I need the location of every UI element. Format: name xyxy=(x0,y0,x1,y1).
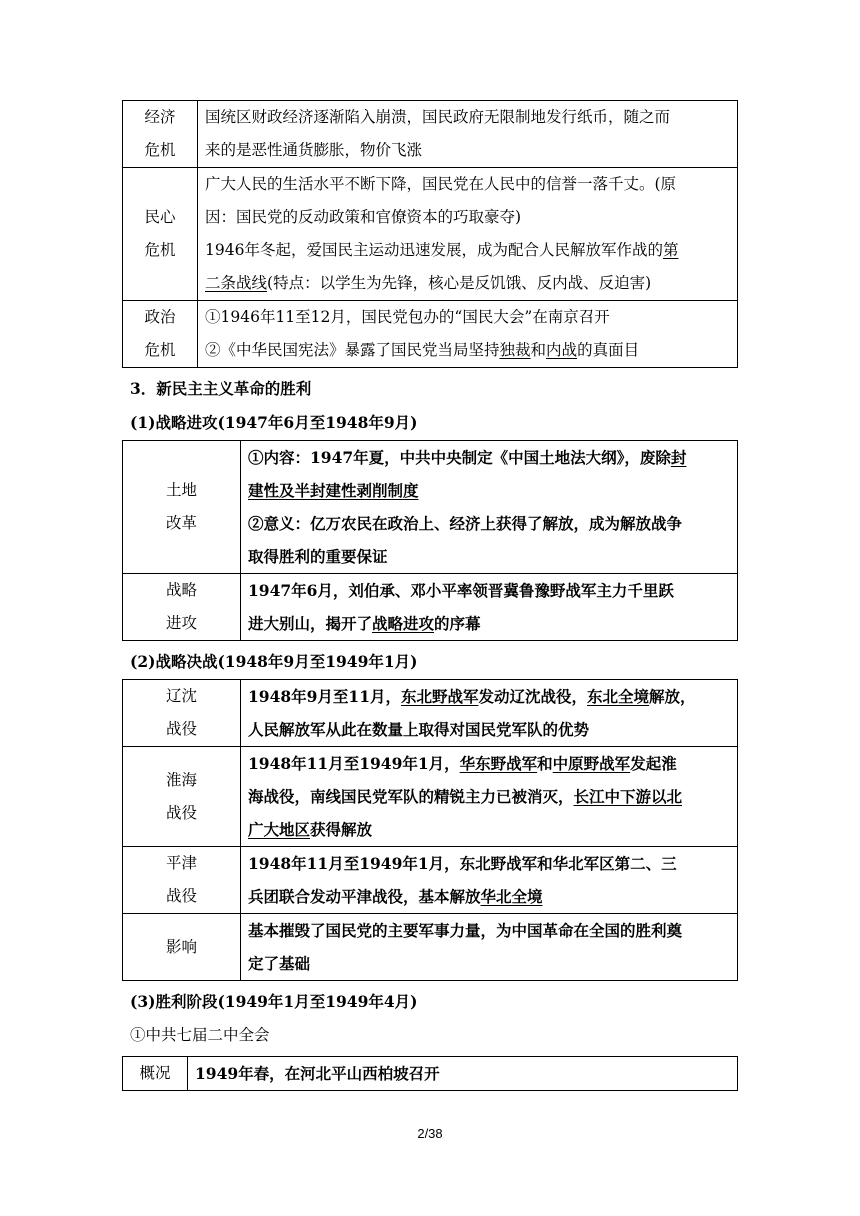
row-content xyxy=(241,847,738,914)
table-row xyxy=(123,301,738,368)
text-segment: 发动辽沈战役， xyxy=(478,687,588,706)
underlined-term: 独裁 xyxy=(499,341,531,359)
text-segment: 1949年春，在河北平山西柏坡召开 xyxy=(195,1064,440,1083)
text-segment: 来的是恶性通货膨胀，物价飞涨 xyxy=(205,141,423,159)
section-heading-3: 3．新民主主义革命的胜利 xyxy=(130,379,312,398)
session-table xyxy=(122,1056,738,1091)
underlined-term: 华东野战军 xyxy=(459,754,538,773)
text-segment: 1948年11月至1949年1月，东北野战军和华北军区第二、三 xyxy=(248,854,677,873)
subheading-second-plenum: ①中共七届二中全会 xyxy=(130,1026,270,1044)
underlined-term: 华北全境 xyxy=(480,887,543,906)
content-line xyxy=(205,267,733,300)
table-row xyxy=(123,747,738,847)
row-label-line: 战役 xyxy=(165,720,197,738)
row-label-line: 危机 xyxy=(144,241,176,259)
content-line xyxy=(248,607,733,640)
text-segment: 人民解放军从此在数量上取得对国民党军队的优势 xyxy=(248,720,590,739)
content-line xyxy=(205,334,733,367)
content-line xyxy=(248,474,733,507)
content-line xyxy=(248,880,733,913)
text-segment: 的序幕 xyxy=(434,614,481,633)
underlined-term: 封 xyxy=(670,448,687,467)
row-content xyxy=(198,168,738,301)
content-line xyxy=(248,747,733,780)
underlined-term: 建性及半封建性剥削制度 xyxy=(248,481,419,500)
row-content xyxy=(198,301,738,368)
content-line xyxy=(248,847,733,880)
row-content xyxy=(198,101,738,168)
text-segment: (特点：以学生为先锋，核心是反饥饿、反内战、反迫害) xyxy=(267,274,652,292)
row-label xyxy=(123,680,241,747)
underlined-term: 广大地区 xyxy=(248,820,311,839)
text-segment: 1948年11月至1949年1月， xyxy=(248,754,460,773)
underlined-term: 中原野战军 xyxy=(552,754,631,773)
content-line xyxy=(248,507,733,540)
table-row xyxy=(123,847,738,914)
row-content xyxy=(241,914,738,981)
underlined-term: 二条战线 xyxy=(205,274,268,292)
text-segment: 国统区财政经济逐渐陷入崩溃，国民政府无限制地发行纸币，随之而 xyxy=(205,108,671,126)
row-label-line: 辽沈 xyxy=(165,687,197,705)
row-label xyxy=(123,914,241,981)
table-row xyxy=(123,680,738,747)
row-label xyxy=(123,301,198,368)
table-row xyxy=(123,574,738,641)
row-label xyxy=(123,1057,188,1091)
underlined-term: 东北野战军 xyxy=(401,687,479,706)
page-number: 2/38 xyxy=(417,1126,443,1141)
content-line xyxy=(205,234,733,267)
content-line xyxy=(248,947,733,980)
underlined-term: 第 xyxy=(662,241,679,259)
row-label-line: 改革 xyxy=(165,514,197,532)
crisis-table xyxy=(122,100,738,368)
row-label-line: 平津 xyxy=(165,854,197,872)
subheading-victory: (3)胜利阶段(1949年1月至1949年4月) xyxy=(130,992,418,1011)
table-row xyxy=(123,1057,738,1091)
row-label-line: 影响 xyxy=(165,937,197,956)
row-label xyxy=(123,574,241,641)
row-label-line: 淮海 xyxy=(165,770,197,789)
content-line xyxy=(205,301,733,334)
content-line xyxy=(248,441,733,474)
row-label xyxy=(123,168,198,301)
content-line xyxy=(248,574,733,607)
text-segment: 进大别山，揭开了 xyxy=(248,614,373,633)
row-label-line: 经济 xyxy=(144,108,176,126)
table-row xyxy=(123,914,738,981)
content-line xyxy=(195,1057,733,1090)
text-segment: ①内容：1947年夏，中共中央制定《中国土地法大纲》，废除 xyxy=(248,448,671,467)
content-line xyxy=(205,134,733,167)
text-segment: 1946年冬起，爱国民主运动迅速发展，成为配合人民解放军作战的 xyxy=(205,241,663,259)
content-line xyxy=(248,680,733,713)
text-segment: 海战役，南线国民党军队的精锐主力已被消灭， xyxy=(248,787,574,806)
table-row xyxy=(123,441,738,574)
row-content xyxy=(241,441,738,574)
row-content xyxy=(241,574,738,641)
row-label xyxy=(123,747,241,847)
text-segment: 的真面目 xyxy=(577,341,640,359)
row-label-line: 危机 xyxy=(144,141,176,159)
text-segment: 兵团联合发动平津战役，基本解放 xyxy=(248,887,481,906)
text-segment: ②《中华民国宪法》暴露了国民党当局坚持 xyxy=(205,341,500,359)
text-segment: 解放， xyxy=(649,687,696,706)
table-row xyxy=(123,168,738,301)
content-line xyxy=(205,101,733,134)
text-segment: 广大人民的生活水平不断下降，国民党在人民中的信誉一落千丈。(原 xyxy=(205,175,677,193)
row-label-line: 进攻 xyxy=(165,614,197,632)
text-segment: 取得胜利的重要保证 xyxy=(248,547,388,566)
content-line xyxy=(205,168,733,201)
text-segment: 发起淮 xyxy=(630,754,677,773)
subheading-offensive: (1)战略进攻(1947年6月至1948年9月) xyxy=(130,413,418,432)
row-label-line: 政治 xyxy=(144,308,176,326)
content-line xyxy=(205,201,733,234)
row-label-line: 战役 xyxy=(165,803,197,822)
row-label-line: 土地 xyxy=(165,481,197,499)
text-segment: ①1946年11至12月，国民党包办的“国民大会”在南京召开 xyxy=(205,308,610,326)
text-segment: 定了基础 xyxy=(248,954,311,973)
text-segment: 和 xyxy=(537,754,553,773)
subheading-decisive: (2)战略决战(1948年9月至1949年1月) xyxy=(130,652,418,671)
content-line xyxy=(248,914,733,947)
row-label-line: 战役 xyxy=(165,887,197,905)
text-segment: ②意义：亿万农民在政治上、经济上获得了解放，成为解放战争 xyxy=(248,514,683,533)
content-line xyxy=(248,813,733,846)
row-label-line: 概况 xyxy=(139,1064,171,1082)
row-label xyxy=(123,847,241,914)
row-content xyxy=(241,680,738,747)
text-segment: 和 xyxy=(530,341,547,359)
row-label-line: 民心 xyxy=(144,208,176,226)
underlined-term: 长江中下游以北 xyxy=(573,787,683,806)
text-segment: 获得解放 xyxy=(310,820,373,839)
row-label-line: 危机 xyxy=(144,341,176,359)
text-segment: 1948年9月至11月， xyxy=(248,687,401,706)
content-line xyxy=(248,540,733,573)
content-line xyxy=(248,780,733,813)
row-label xyxy=(123,101,198,168)
text-segment: 基本摧毁了国民党的主要军事力量，为中国革命在全国的胜利奠 xyxy=(248,921,683,940)
row-content xyxy=(241,747,738,847)
underlined-term: 战略进攻 xyxy=(372,614,435,633)
row-content xyxy=(188,1057,738,1091)
row-label-line: 战略 xyxy=(165,581,197,599)
offensive-table xyxy=(122,440,738,641)
underlined-term: 东北全境 xyxy=(587,687,650,706)
text-segment: 1947年6月，刘伯承、邓小平率领晋冀鲁豫野战军主力千里跃 xyxy=(248,581,674,600)
underlined-term: 内战 xyxy=(546,341,578,359)
decisive-table xyxy=(122,679,738,981)
text-segment: 因：国民党的反动政策和官僚资本的巧取豪夺) xyxy=(205,208,522,226)
table-row xyxy=(123,101,738,168)
content-line xyxy=(248,713,733,746)
row-label xyxy=(123,441,241,574)
